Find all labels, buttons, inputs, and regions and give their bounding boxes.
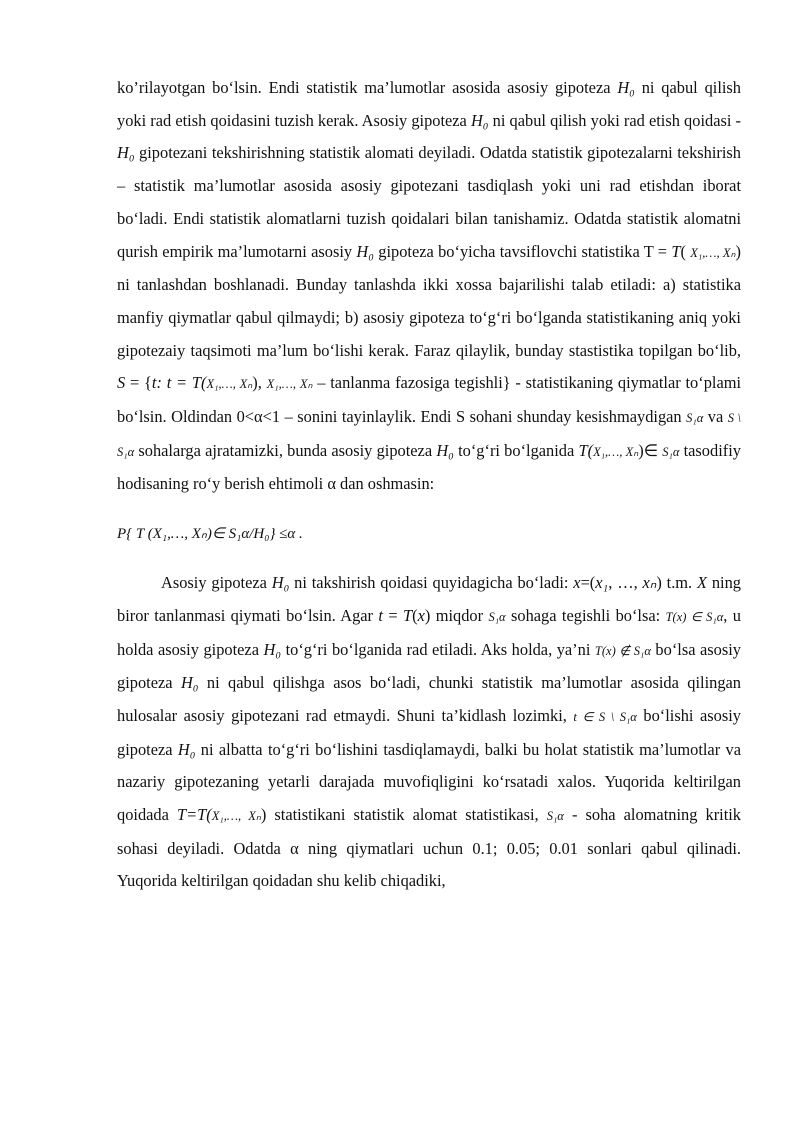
italic-symbol: H₀ [180, 673, 199, 693]
italic-symbol: T( [578, 440, 594, 460]
paragraph-1: ko’rilayotgan bo‘lsin. Endi statistik ma’lumotlar asosida asosiy gipoteza H₀ ni qabul qilish yoki rad etish qoidasini tuzish kerak. Asosiy gipoteza H₀ ni qabul qilish yoki rad etish qoidasi - H₀ gipotezani tekshirishning statistik alomati deyiladi. Odatda statistik gipotezalarni tekshirish – statistik ma’lumotlar asosida asosiy gipotezani tasdiqlash yoki uni rad etishdan iborat bo‘ladi. Endi statistik alomatlarni tuzish qoidalari bilan tanishamiz. Odatda statistik alomatni qurish empirik ma’lumotarni asosiy H₀ gipoteza bo‘yicha tavsiflovchi statistika T = T( X₁,…, Xₙ) ni tanlashdan boshlanadi. Bunday tanlashda ikki xossa bajarilishi talab etiladi: a) statistika manfiy qiymatlar qabul qilmaydi; b) asosiy gipoteza to‘g‘ri bo‘lganda statistikaning aniq yoki gipotezaiy taqsimoti ma’lum bo‘lishi kerak. Faraz qilaylik, bunday stastistika topilgan bo‘lib, S = {t: t = T(X₁,…, Xₙ), X₁,…, Xₙ – tanlanma fazosiga tegishli} - statistikaning qiymatlar to‘plami bo‘lsin. Oldindan 0<α<1 – sonini tayinlaylik. Endi S sohani shunday kesishmaydigan S₁α va S \ S₁α sohalarga ajratamizki, bunda asosiy gipoteza H₀ to‘g‘ri bo‘lganida T(X₁,…, Xₙ)∈ S₁α tasodifiy hodisaning ro‘y berish ehtimoli α dan oshmasin: [117, 78, 742, 494]
italic-symbol: H₀ [470, 110, 489, 130]
math-expression: S \ S₁α [117, 411, 741, 459]
math-expression: S₁α [546, 809, 564, 824]
italic-symbol: H₀ [436, 440, 454, 460]
italic-symbol: H₀ [271, 573, 290, 593]
italic-symbol: xₙ [642, 573, 657, 593]
italic-symbol: H₀ [263, 639, 282, 659]
italic-symbol: S [117, 373, 126, 393]
italic-symbol: H₀ [117, 143, 135, 163]
math-expression: S₁α [686, 411, 704, 426]
probability-formula: P{ T (X₁,…, Xₙ)∈ S₁α/H₀} ≤α . [117, 526, 303, 543]
math-expression: T(x) ∈ S₁α [665, 609, 724, 624]
math-expression: S₁α [488, 609, 506, 624]
math-expression: X₁,…, Xₙ [266, 377, 313, 392]
italic-symbol: H₀ [177, 739, 196, 759]
italic-symbol: T [671, 241, 681, 261]
paragraph-2: Asosiy gipoteza H₀ ni takshirish qoidasi quyidagicha bo‘ladi: x=(x₁, …, xₙ) t.m. X ning biror tanlanmasi qiymati bo‘lsin. Agar t = T(x) miqdor S₁α sohaga tegishli bo‘lsa: T(x) ∈ S₁α, u holda asosiy gipoteza H₀ to‘g‘ri bo‘lganida rad etiladi. Aks holda, ya’ni T(x) ∉ S₁α bo‘lsa asosiy gipoteza H₀ ni qabul qilishga asos bo‘ladi, chunki statistik ma’lumotlar asosida qilingan hulosalar asosiy gipotezani rad etmaydi. Shuni ta’kidlash lozimki, t ∈ S \ S₁α bo‘lishi asosiy gipoteza H₀ ni albatta to‘g‘ri bo‘lishini tasdiqlamaydi, balki bu holat statistik ma’lumotlar va nazariy gipotezaning yetarli darajada muvofiqligini ko‘rsatadi xalos. Yuqorida keltirilgan qoidada T=T(X₁,…, Xₙ) statistikani statistik alomat statistikasi, S₁α - soha alomatning kritik sohasi deyiladi. Odatda α ning qiymatlari uchun 0.1; 0.05; 0.01 sonlari qabul qilinadi. Yuqorida keltirilgan qoidadan shu kelib chiqadiki, [117, 573, 742, 891]
italic-symbol: T=T( [176, 805, 212, 825]
math-expression: T(x) ∉ S₁α [594, 643, 651, 658]
math-expression: X₁,…, Xₙ [211, 809, 261, 824]
math-expression: X₁,…, Xₙ [593, 444, 639, 459]
italic-symbol: T [402, 605, 413, 625]
italic-symbol: t [378, 605, 383, 625]
math-expression: S₁α [662, 444, 680, 459]
math-expression: X₁,…, Xₙ [206, 377, 253, 392]
document-page [117, 72, 741, 898]
math-expression: X₁,…, Xₙ [690, 245, 736, 260]
italic-symbol: x₁ [595, 573, 609, 593]
italic-symbol: x [573, 573, 581, 593]
italic-symbol: H₀ [356, 241, 374, 261]
math-expression: t ∈ S \ S₁α [573, 709, 637, 724]
italic-symbol: X [697, 573, 708, 593]
italic-symbol: x [417, 605, 425, 625]
italic-symbol: H₀ [617, 78, 635, 97]
italic-symbol: t: t = T( [151, 373, 207, 393]
